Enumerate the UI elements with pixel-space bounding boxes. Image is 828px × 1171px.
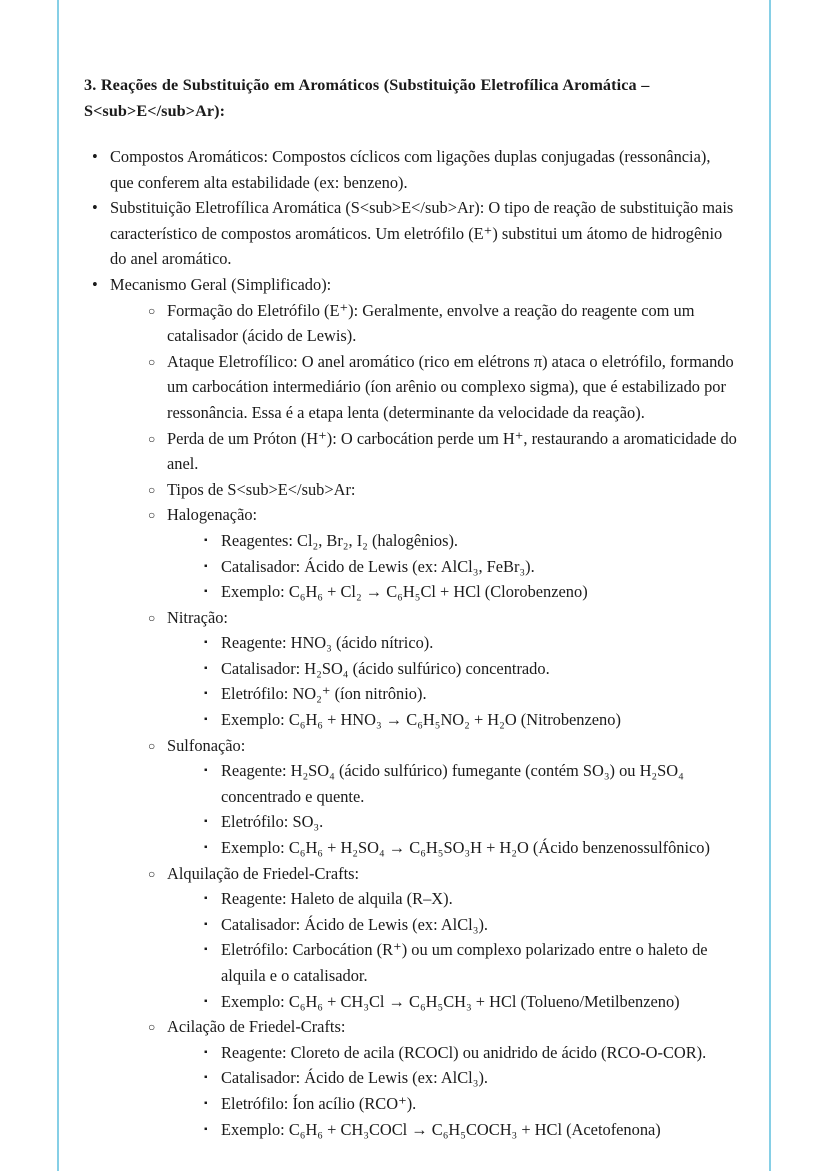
bullet-square-icon: ▪ (204, 944, 208, 956)
list-item-exemplo (196, 835, 737, 861)
bullet-disc-icon: • (92, 198, 98, 218)
document-body (57, 0, 771, 1171)
bullet-square-icon: ▪ (204, 1097, 208, 1109)
list-item-reagente (196, 886, 737, 912)
list-item-exemplo (196, 579, 737, 605)
bullet-circle-icon: ○ (148, 738, 156, 753)
list-item-text: Ataque Eletrofílico: O anel aromático (rico em elétrons π) ataca o eletrófilo, formando um carbocátion intermediário (íon arênio ou complexo sigma), que é estabilizado por ressonância. Essa é a etapa lenta (determinante da velocidade da reação). (167, 351, 734, 422)
bullet-square-icon: ▪ (204, 816, 208, 828)
list-item-reagente (196, 758, 737, 809)
list-item-text: Nitração: (167, 607, 228, 627)
acilacao-list (196, 1040, 737, 1142)
bullet-circle-icon: ○ (148, 482, 156, 497)
list-item-text: Eletrófilo: Carbocátion (R⁺) ou um complexo polarizado entre o haleto de alquila e o catalisador. (221, 940, 708, 985)
list-item-text: Exemplo: C₆H₆ + CH₃COCl → C₆H₅COCH₃ + HCl (Acetofenona) (221, 1119, 661, 1139)
list-item-text: Exemplo: C₆H₆ + CH₃Cl → C₆H₅CH₃ + HCl (Tolueno/Metilbenzeno) (221, 991, 680, 1011)
list-item-text: Catalisador: Ácido de Lewis (ex: AlCl₃). (221, 914, 488, 934)
list-item-text: Alquilação de Friedel-Crafts: (167, 863, 360, 883)
list-item-perda-proton (141, 426, 737, 477)
list-item-text: Compostos Aromáticos: Compostos cíclicos com ligações duplas conjugadas (ressonância), que conferem alta estabilidade (ex: benzeno). (110, 147, 711, 192)
list-item-acilacao (141, 1014, 737, 1142)
bullet-square-icon: ▪ (204, 662, 208, 674)
list-item-text: Perda de um Próton (H⁺): O carbocátion perde um H⁺, restaurando a aromaticidade do anel. (167, 428, 737, 474)
bullet-square-icon: ▪ (204, 918, 208, 930)
list-item-eletrofilo (196, 937, 737, 988)
bullet-square-icon: ▪ (204, 586, 208, 598)
bullet-circle-icon: ○ (148, 508, 156, 523)
bullet-square-icon: ▪ (204, 560, 208, 572)
list-item-text: Exemplo: C₆H₆ + H₂SO₄ → C₆H₅SO₃H + H₂O (Ácido benzenossulfônico) (221, 838, 710, 858)
list-item-text: Eletrófilo: Íon acílio (RCO⁺). (221, 1093, 417, 1113)
list-item-text: Formação do Eletrófilo (E⁺): Geralmente, envolve a reação do reagente com um catalisador (ácido de Lewis). (167, 300, 695, 346)
list-item-exemplo (196, 989, 737, 1015)
list-item-compostos-aromaticos (84, 144, 737, 195)
list-item-tipos-sear (141, 477, 737, 503)
bullet-square-icon: ▪ (204, 765, 208, 777)
mecanismo-list (141, 298, 737, 1143)
list-item-sulfonacao (141, 733, 737, 861)
bullet-circle-icon: ○ (148, 866, 156, 881)
list-item-nitracao (141, 605, 737, 733)
list-item-exemplo (196, 707, 737, 733)
bullet-square-icon: ▪ (204, 842, 208, 854)
list-item-text: Exemplo: C₆H₆ + HNO₃ → C₆H₅NO₂ + H₂O (Nitrobenzeno) (221, 710, 621, 730)
list-item-text: Acilação de Friedel-Crafts: (167, 1017, 346, 1037)
halogenacao-list (196, 528, 737, 605)
list-item-text: Eletrófilo: SO₃. (221, 812, 324, 832)
list-item-halogenacao (141, 502, 737, 604)
list-item-catalisador (196, 656, 737, 682)
bullet-square-icon: ▪ (204, 534, 208, 546)
list-item-reagente (196, 1040, 737, 1066)
list-item-formacao-eletrofilo (141, 298, 737, 349)
list-item-text: Sulfonação: (167, 735, 246, 755)
bullet-circle-icon: ○ (148, 1020, 156, 1035)
list-item-catalisador (196, 1065, 737, 1091)
list-item-text: Catalisador: Ácido de Lewis (ex: AlCl₃). (221, 1068, 488, 1088)
bullet-circle-icon: ○ (148, 610, 156, 625)
list-item-text: Reagente: Haleto de alquila (R–X). (221, 889, 453, 909)
nitracao-list (196, 630, 737, 732)
bullet-square-icon: ▪ (204, 893, 208, 905)
list-item-mecanismo-geral (84, 272, 737, 1142)
bullet-square-icon: ▪ (204, 714, 208, 726)
list-item-catalisador (196, 554, 737, 580)
bullet-circle-icon: ○ (148, 303, 156, 318)
list-item-eletrofilo (196, 1091, 737, 1117)
list-item-eletrofilo (196, 681, 737, 707)
bullet-square-icon: ▪ (204, 637, 208, 649)
list-item-text: Reagente: Cloreto de acila (RCOCl) ou anidrido de ácido (RCO-O-COR). (221, 1042, 707, 1062)
bullet-square-icon: ▪ (204, 1046, 208, 1058)
bullet-square-icon: ▪ (204, 1072, 208, 1084)
list-item-text: Mecanismo Geral (Simplificado): (110, 274, 332, 294)
list-item-reagentes (196, 528, 737, 554)
topic-list (84, 144, 737, 1142)
alquilacao-list (196, 886, 737, 1014)
list-item-reagente (196, 630, 737, 656)
list-item-text: Reagente: H₂SO₄ (ácido sulfúrico) fumegante (contém SO₃) ou H₂SO₄ concentrado e quente. (221, 761, 684, 806)
list-item-text: Reagente: HNO₃ (ácido nítrico). (221, 633, 434, 653)
bullet-disc-icon: • (92, 147, 98, 166)
bullet-circle-icon: ○ (148, 354, 156, 369)
bullet-circle-icon: ○ (148, 431, 156, 446)
list-item-text: Catalisador: H₂SO₄ (ácido sulfúrico) concentrado. (221, 658, 550, 678)
list-item-text: Eletrófilo: NO₂⁺ (íon nitrônio). (221, 684, 427, 704)
list-item-alquilacao (141, 861, 737, 1015)
list-item-substituicao-eletrofilica (84, 195, 737, 272)
list-item-text: Tipos de S<sub>E</sub>Ar: (167, 479, 356, 499)
sulfonacao-list (196, 758, 737, 860)
bullet-disc-icon: • (92, 274, 98, 294)
list-item-eletrofilo (196, 809, 737, 835)
bullet-square-icon: ▪ (204, 1123, 208, 1135)
list-item-text: Exemplo: C₆H₆ + Cl₂ → C₆H₅Cl + HCl (Clorobenzeno) (221, 582, 588, 602)
list-item-text: Reagentes: Cl₂, Br₂, I₂ (halogênios). (221, 530, 458, 550)
bullet-square-icon: ▪ (204, 688, 208, 700)
list-item-text: Catalisador: Ácido de Lewis (ex: AlCl₃, FeBr₃). (221, 556, 535, 576)
list-item-exemplo (196, 1117, 737, 1143)
list-item-text: Substituição Eletrofílica Aromática (S<sub>E</sub>Ar): O tipo de reação de substituição mais característico de compostos aromáticos. Um eletrófilo (E⁺) substitui um átomo de hidrogênio do anel aromático. (110, 198, 734, 269)
page-title: 3. Reações de Substituição em Aromáticos (Substituição Eletrofílica Aromática – S<sub>E</sub>Ar): (84, 76, 650, 120)
bullet-square-icon: ▪ (204, 995, 208, 1007)
list-item-ataque-eletrofilico (141, 349, 737, 426)
list-item-text: Halogenação: (167, 505, 258, 525)
list-item-catalisador (196, 912, 737, 938)
